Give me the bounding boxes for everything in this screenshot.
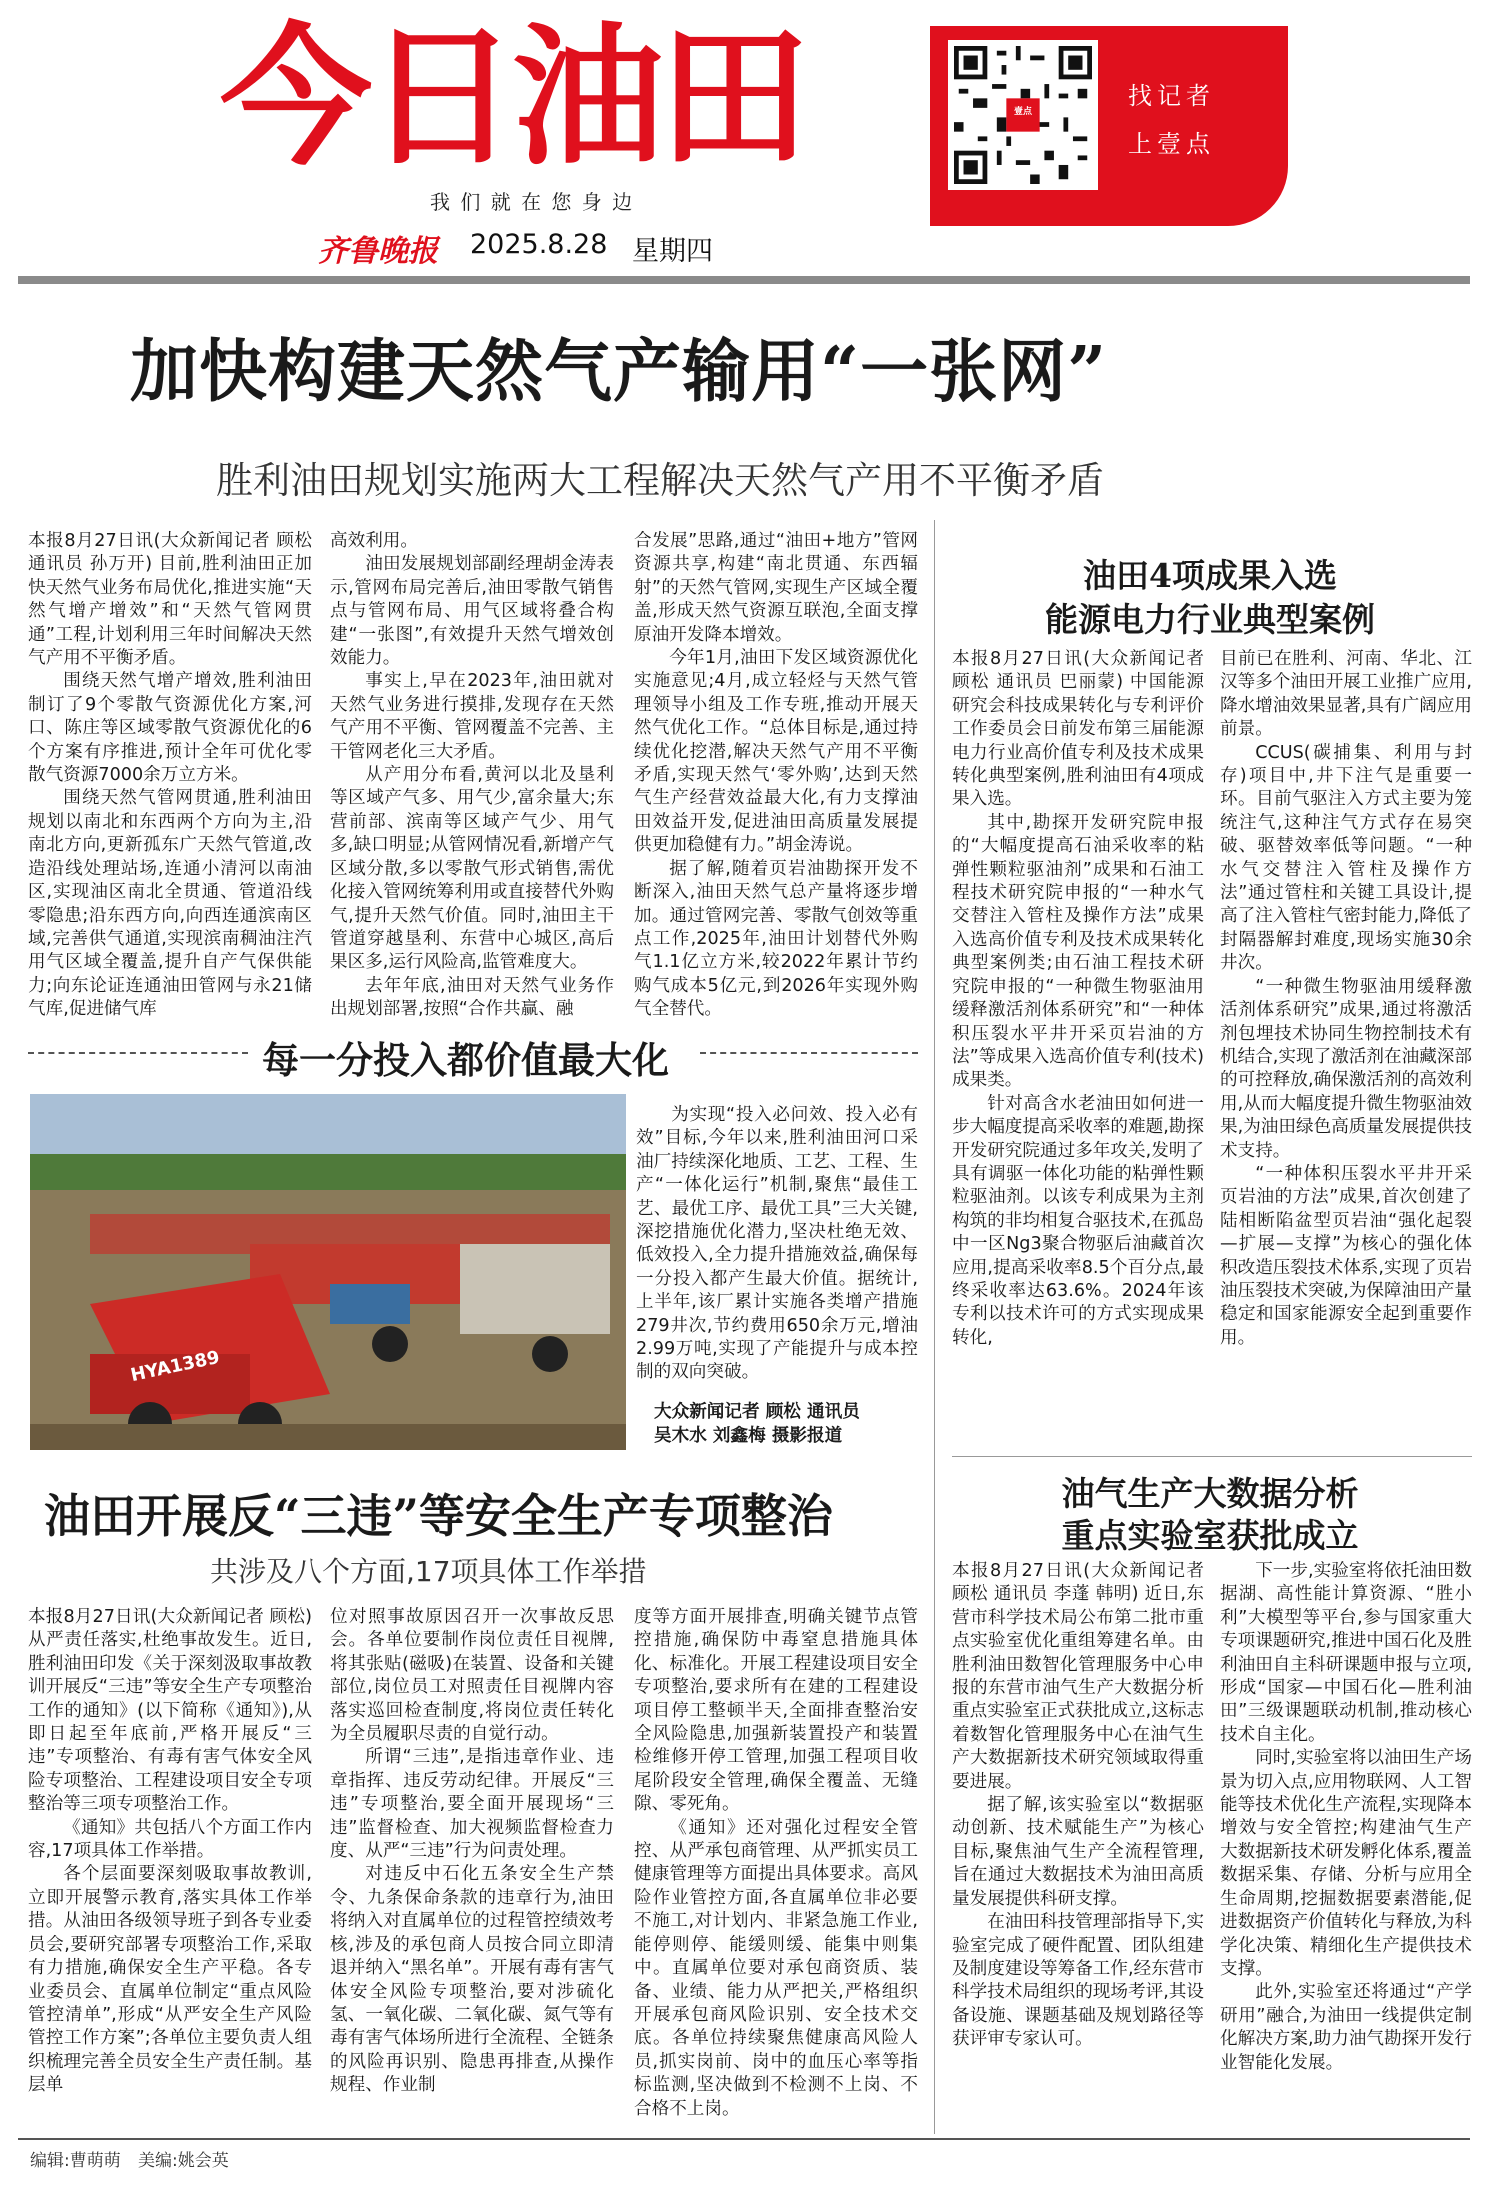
lead-paragraph: 油田发展规划部副经理胡金涛表示,管网布局完善后,油田零散气销售点与管网布局、用气区域将叠合构建“一张图”,有效提升天然气增效创效能力。 — [330, 554, 614, 669]
feature-rule-right — [700, 1052, 918, 1054]
lead-paragraph: 本报8月27日讯(大众新闻记者 顾松 通讯员 孙万开) 目前,胜利油田正加快天然气业务布局优化,推进实施“天然气增产增效”和“天然气管网贯通”工程,计划利用三年时间解决天然气产用不平衡矛盾。 — [28, 531, 312, 669]
award-paragraph: 目前已在胜利、河南、华北、江汉等多个油田开展工业推广应用,降水增油效果显著,具有广阔应用前景。 — [1220, 649, 1472, 740]
lab-paragraph: 此外,实验室还将通过“产学研用”融合,为油田一线提供定制化解决方案,助力油气勘探开发行业智能化发展。 — [1220, 1982, 1472, 2073]
feature-photo-image — [30, 1094, 626, 1450]
safety-paragraph: 《通知》共包括八个方面工作内容,17项具体工作举措。 — [28, 1817, 312, 1862]
lead-paragraph: 高效利用。 — [330, 531, 418, 551]
lab-col-2 — [1220, 1560, 1472, 2134]
issue-date: 2025.8.28 — [470, 229, 608, 260]
safety-paragraph: 所谓“三违”,是指违章作业、违章指挥、违反劳动纪律。开展反“三违”专项整治,要全面开展现场“三违”监督检查、加大视频监督检查力度、从严“三违”行为问责处理。 — [330, 1747, 614, 1862]
lead-col-1 — [28, 530, 312, 1026]
safety-paragraph: 度等方面开展排查,明确关键节点管控措施,确保防中毒窒息措施具体化、标准化。开展工程建设项目安全专项整治,要求所有在建的工程建设项目停工整顿半天,全面排查整治安全风险隐患,加强新装置投产和装置检维修开停工管理,加强工程项目收尾阶段安全管理,确保全覆盖、无缝隙、零死角。 — [634, 1607, 918, 1815]
qr-sublabel: 上壹点 — [1128, 130, 1215, 158]
lead-paragraph: 合发展”思路,通过“油田+地方”管网资源共享,构建“南北贯通、东西辐射”的天然气管网,实现生产区域全覆盖,形成天然气资源互联泡,全面支撑原油开发降本增效。 — [634, 531, 918, 645]
safety-paragraph: 对违反中石化五条安全生产禁令、九条保命条款的违章行为,油田将纳入对直属单位的过程管控绩效考核,涉及的承包商人员按合同立即清退并纳入“黑名单”。开展有毒有害气体安全风险专项整治,要对涉硫化氢、一氧化碳、二氧化碳、氮气等有毒有害气体场所进行全流程、全链条的风险再识别、隐患再排查,从操作规程、作业制 — [330, 1864, 614, 2096]
lead-paragraph: 据了解,随着页岩油勘探开发不断深入,油田天然气总产量将逐步增加。通过管网完善、零散气创效等重点工作,2025年,油田计划替代外购气1.1亿立方米,较2022年累计节约购气成本5亿元,到2026年实现外购气全替代。 — [634, 858, 918, 1020]
award-paragraph: 其中,勘探开发研究院申报的“大幅度提高石油采收率的粘弹性颗粒驱油剂”成果和石油工程技术研究院申报的“一种水气交替注入管柱及操作方法”成果入选高价值专利及技术成果转化典型案例类;由石油工程技术研究院申报的“一种微生物驱油用缓释激活剂体系研究”和“一种体积压裂水平井开采页岩油的方法”等成果入选高价值专利(技术)成果类。 — [952, 812, 1204, 1091]
award-paragraph: CCUS(碳捕集、利用与封存)项目中,井下注气是重要一环。目前气驱注入方式主要为笼统注气,这种注气方式存在易突破、驱替效率低等问题。“一种水气交替注入管柱及操作方法”通过管柱和关键工具设计,提高了注入管柱气密封能力,降低了封隔器解封难度,现场实施30余井次。 — [1220, 742, 1472, 974]
award-paragraph: “一种体积压裂水平井开采页岩油的方法”成果,首次创建了陆相断陷盆型页岩油“强化起裂—扩展—支撑”为核心的强化体积改造压裂技术体系,实现了页岩油压裂技术突破,为保障油田产量稳定和国家能源安全起到重要作用。 — [1220, 1163, 1472, 1348]
qr-center-label: 壹点 — [1013, 107, 1032, 117]
safety-col-1 — [28, 1606, 312, 2134]
masthead-slogan: 我 们 就 在 您 身 边 — [430, 190, 635, 214]
lab-paragraph: 下一步,实验室将依托油田数据湖、高性能计算资源、“胜小利”大模型等平台,参与国家重大专项课题研究,推进中国石化及胜利油田自主科研课题申报与立项,形成“国家—中国石化—胜利油田”三级课题联动机制,推动核心技术自主化。 — [1220, 1561, 1472, 1745]
award-paragraph: 本报8月27日讯(大众新闻记者 顾松 通讯员 巴丽蒙) 中国能源研究会科技成果转化与专利评价工作委员会日前发布第三届能源电力行业高价值专利及技术成果转化典型案例,胜利油田有4项成果入选。 — [952, 649, 1204, 810]
lead-headline: 加快构建天然气产输用“一张网” — [130, 332, 1108, 412]
feature-paragraph: 为实现“投入必问效、投入必有效”目标,今年以来,胜利油田河口采油厂持续深化地质、工艺、工程、生产“一体化运行”机制,聚焦“最佳工艺、最优工序、最优工具”三大关键,深挖措施优化潜力,坚决杜绝无效、低效投入,全力提升措施效益,确保每一分投入都产生最大价值。据统计,上半年,该厂累计实施各类增产措施279井次,节约费用650余万元,增油2.99万吨,实现了产能提升与成本控制的双向突破。 — [636, 1105, 918, 1383]
award-paragraph: 针对高含水老油田如何进一步大幅度提高采收率的难题,勘探开发研究院通过多年攻关,发明了具有调驱一体化功能的粘弹性颗粒驱油剂。以该专利成果为主剂构筑的非均相复合驱技术,在孤岛中一区Ng3聚合物驱后油藏首次应用,提高采收率8.5个百分点,最终采收率达63.6%。2024年该专利以技术许可的方式实现成果转化, — [952, 1093, 1204, 1348]
lead-paragraph: 今年1月,油田下发区域资源优化实施意见;4月,成立轻烃与天然气管理领导小组及工作专班,推动开展天然气优化工作。“总体目标是,通过持续优化挖潜,解决天然气产用不平衡矛盾,实现天然气‘零外购’,达到天然气生产经营效益最大化,有力支撑油田效益开发,促进油田高质量发展提供更加稳健有力。”胡金涛说。 — [634, 648, 918, 856]
safety-paragraph: 各个层面要深刻吸取事故教训,立即开展警示教育,落实具体工作举措。从油田各级领导班子到各专业委员会,要研究部署专项整治工作,采取有力措施,确保安全生产平稳。各专业委员会、直属单位制定“重点风险管控清单”,形成“从严安全生产风险管控工作方案”;各单位主要负责人组织梳理完善全员安全生产责任制。基层单 — [28, 1864, 312, 2096]
lead-paragraph: 围绕天然气增产增效,胜利油田制订了9个零散气资源优化方案,河口、陈庄等区域零散气资源优化的6个方案有序推进,预计全年可优化零散气资源7000余万立方米。 — [28, 671, 312, 786]
masthead-divider — [18, 276, 1470, 284]
feature-photo — [30, 1094, 626, 1450]
lead-col-2 — [330, 530, 614, 1026]
safety-paragraph: 《通知》还对强化过程安全管控、从严承包商管理、从严抓实员工健康管理等方面提出具体要求。高风险作业管控方面,各直属单位非必要不施工,对计划内、非紧急施工作业,能停则停、能缓则缓、能集中则集中。直属单位要对承包商资质、装备、业绩、能力从严把关,严格组织开展承包商风险识别、安全技术交底。各单位持续聚焦健康高风险人员,抓实岗前、岗中的血压心率等指标监测,坚决做到不检测不上岗、不合格不上岗。 — [634, 1817, 918, 2119]
lab-paragraph: 同时,实验室将以油田生产场景为切入点,应用物联网、人工智能等技术优化生产流程,实现降本增效与安全管控;构建油气生产大数据新技术研发孵化体系,覆盖数据采集、存储、分析与应用全生命周期,挖掘数据要素潜能,促进数据资产价值转化与释放,为科学化决策、精细化生产提供技术支撑。 — [1220, 1748, 1472, 1979]
safety-col-3 — [634, 1606, 918, 2134]
lab-col-1 — [952, 1560, 1204, 2134]
qr-label: 找记者 — [1128, 82, 1215, 110]
award-col-2 — [1220, 648, 1472, 1448]
issue-weekday: 星期四 — [632, 236, 713, 267]
lead-paragraph: 围绕天然气管网贯通,胜利油田规划以南北和东西两个方向为主,沿南北方向,更新孤东广天然气管道,改造沿线处理站场,连通小清河以南油区,实现油区南北全贯通、管道沿线零隐患;沿东西方向,向西连通滨南区域,完善供气通道,实现滨南稠油注汽用气区域全覆盖,提升自产气保供能力;向东论证连通油田管网与永21储气库,促进储气库 — [28, 788, 312, 1020]
column-divider — [934, 520, 935, 2134]
lead-paragraph: 事实上,早在2023年,油田就对天然气业务进行摸排,发现存在天然气产用不平衡、管网覆盖不完善、主干管网老化三大矛盾。 — [330, 671, 614, 762]
award-col-1 — [952, 648, 1204, 1448]
safety-subheadline: 共涉及八个方面,17项具体工作举措 — [210, 1555, 647, 1588]
lab-headline-1: 油气生产大数据分析 — [1061, 1474, 1359, 1513]
lab-paragraph: 在油田科技管理部指导下,实验室完成了硬件配置、团队组建及制度建设等筹备工作,经东营市科学技术局组织的现场考评,其设备设施、课题基础及规划路径等获评审专家认可。 — [952, 1912, 1204, 2050]
feature-photo-label: HYA1389 — [128, 1346, 222, 1387]
award-headline-2: 能源电力行业典型案例 — [1045, 600, 1375, 639]
footer-rule — [18, 2138, 1470, 2140]
feature-rule-left — [28, 1052, 248, 1054]
feature-headline: 每一分投入都价值最大化 — [262, 1038, 669, 1082]
lead-paragraph: 去年年底,油田对天然气业务作出规划部署,按照“合作共赢、融 — [330, 975, 614, 1020]
safety-headline: 油田开展反“三违”等安全生产专项整治 — [44, 1489, 833, 1543]
feature-body — [636, 1104, 918, 1394]
lab-paragraph: 本报8月27日讯(大众新闻记者 顾松 通讯员 李蓬 韩明) 近日,东营市科学技术局公布第二批市重点实验室优化重组筹建名单。由胜利油田数智化管理服务中心申报的东营市油气生产大数据分析重点实验室正式获批成立,这标志着数智化管理服务中心在油气生产大数据新技术研究领域取得重要进展。 — [952, 1561, 1204, 1792]
feature-byline-2: 吴木水 刘鑫梅 摄影报道 — [654, 1426, 843, 1446]
feature-byline-1: 大众新闻记者 顾松 通讯员 — [654, 1402, 860, 1422]
lab-paragraph: 据了解,该实验室以“数据驱动创新、技术赋能生产”为核心目标,聚焦油气生产全流程管理,旨在通过大数据技术为油田高质量发展提供科研支撑。 — [952, 1795, 1204, 1909]
safety-col-2 — [330, 1606, 614, 2134]
masthead-title: 今日油田 — [220, 9, 804, 186]
footer-editor: 编辑:曹萌萌 — [30, 2151, 121, 2171]
lead-paragraph: 从产用分布看,黄河以北及垦利等区域产气多、用气少,富余量大;东营前部、滨南等区域产气少、用气多,缺口明显;从管网情况看,新增产气区域分散,多以零散气形式销售,需优化接入管网统筹利用或直接替代外购气,提升天然气价值。同时,油田主干管道穿越垦利、东营中心城区,高后果区多,运行风险高,监管难度大。 — [330, 765, 614, 973]
lab-headline-2: 重点实验室获批成立 — [1061, 1516, 1359, 1555]
safety-paragraph: 本报8月27日讯(大众新闻记者 顾松) 从严责任落实,杜绝事故发生。近日,胜利油田印发《关于深刻汲取事故教训开展反“三违”等安全生产专项整治工作的通知》(以下简称《通知》),从即日起至年底前,严格开展反“三违”专项整治、有毒有害气体安全风险专项整治、工程建设项目安全专项整治等三项专项整治工作。 — [28, 1607, 312, 1815]
safety-paragraph: 位对照事故原因召开一次事故反思会。各单位要制作岗位责任目视牌,将其张贴(磁吸)在装置、设备和关键部位,岗位员工对照责任目视牌内容落实巡回检查制度,将岗位责任转化为全员履职尽责的自觉行动。 — [330, 1607, 614, 1745]
footer-designer: 美编:姚会英 — [138, 2151, 229, 2171]
paper-logo: 齐鲁晚报 — [318, 234, 438, 269]
lead-col-3 — [634, 530, 918, 1026]
award-paragraph: “一种微生物驱油用缓释激活剂体系研究”成果,通过将激活剂包埋技术协同生物控制技术有机结合,实现了激活剂在油藏深部的可控释放,确保激活剂的高效利用,从而大幅度提升微生物驱油效果,为油田绿色高质量发展提供技术支持。 — [1220, 976, 1472, 1161]
award-headline-1: 油田4项成果入选 — [1083, 556, 1337, 595]
right-rule — [952, 1456, 1472, 1457]
lead-subheadline: 胜利油田规划实施两大工程解决天然气产用不平衡矛盾 — [216, 459, 1104, 502]
